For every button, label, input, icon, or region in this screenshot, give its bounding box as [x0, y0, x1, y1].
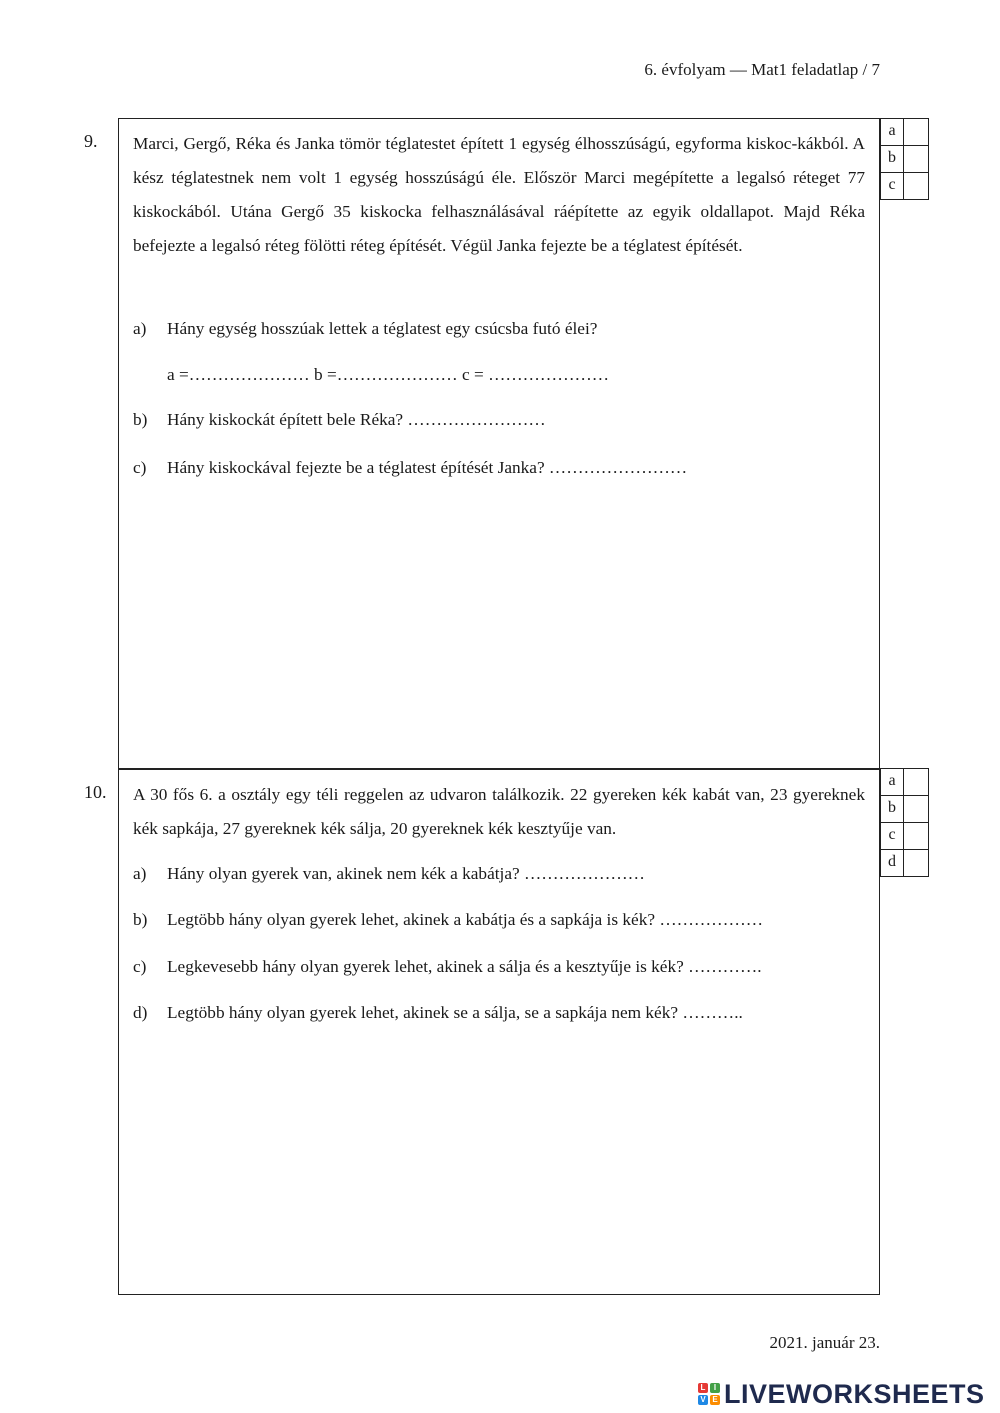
- question-letter: c): [133, 957, 147, 976]
- task-10-question-a: [133, 864, 645, 884]
- task-9-text: Marci, Gergő, Réka és Janka tömör téglatestet épített 1 egység élhosszúságú, egyforma kiskoc-kákból. A kész téglatestnek nem volt 1 egység hosszúságú éle. Először Marci megépítette a legalsó réteget 77 kiskockából. Utána Gergő 35 kiskocka felhasználásával ráépítette az egyik oldallapot. Majd Réka befejezte a legalsó réteg fölötti réteg építését. Végül Janka fejezte be a téglatest építését.: [133, 134, 865, 255]
- score-cell: [904, 173, 929, 200]
- score-label: a: [881, 769, 904, 796]
- score-cell: [904, 823, 929, 850]
- logo-mark-cell: V: [698, 1395, 708, 1405]
- question-letter: b): [133, 910, 148, 929]
- score-cell: [904, 796, 929, 823]
- score-cell: [904, 146, 929, 173]
- score-row: [881, 146, 929, 173]
- task-10-score-table: [880, 768, 929, 877]
- question-text[interactable]: Hány kiskockával fejezte be a téglatest építését Janka? ……………………: [167, 458, 688, 477]
- logo-mark-cell: I: [710, 1383, 720, 1393]
- task-9-question-c: [133, 458, 687, 478]
- logo-mark-icon: [698, 1383, 720, 1405]
- score-row: [881, 119, 929, 146]
- question-text: Hány egység hosszúak lettek a téglatest egy csúcsba futó élei?: [167, 319, 598, 338]
- question-text[interactable]: Legtöbb hány olyan gyerek lehet, akinek a kabátja és a sapkája is kék? ………………: [167, 910, 764, 929]
- liveworksheets-logo[interactable]: [698, 1377, 985, 1411]
- question-text[interactable]: Hány kiskockát épített bele Réka? ……………………: [167, 410, 546, 429]
- logo-mark-cell: E: [710, 1395, 720, 1405]
- question-letter: a): [133, 319, 147, 338]
- task-10-question-b: [133, 910, 763, 930]
- score-label: c: [881, 173, 904, 200]
- task-10-question-d: [133, 1003, 743, 1023]
- score-row: [881, 823, 929, 850]
- task-9-box: [118, 118, 880, 770]
- task-9-score-table: [880, 118, 929, 200]
- score-label: a: [881, 119, 904, 146]
- task-9-question-b: [133, 410, 546, 430]
- task-10-question-c: [133, 957, 762, 977]
- question-text[interactable]: Legkevesebb hány olyan gyerek lehet, akinek a sálja és a kesztyűje is kék? ………….: [167, 957, 762, 976]
- page-header: 6. évfolyam — Mat1 feladatlap / 7: [644, 60, 880, 79]
- logo-mark-cell: L: [698, 1383, 708, 1393]
- logo-text: LIVEWORKSHEETS: [724, 1378, 985, 1409]
- question-letter: a): [133, 864, 147, 883]
- score-label: c: [881, 823, 904, 850]
- question-letter: b): [133, 410, 148, 429]
- score-row: [881, 850, 929, 877]
- question-text[interactable]: Legtöbb hány olyan gyerek lehet, akinek se a sálja, se a sapkája nem kék? ………..: [167, 1003, 743, 1022]
- footer-date: 2021. január 23.: [769, 1333, 880, 1352]
- task-10-text: A 30 fős 6. a osztály egy téli reggelen az udvaron találkozik. 22 gyereken kék kabát van, 23 gyereknek kék sapkája, 27 gyereknek kék sálja, 20 gyereknek kék kesztyűje van.: [133, 785, 865, 838]
- question-letter: d): [133, 1003, 148, 1022]
- score-label: d: [881, 850, 904, 877]
- task-10-box: [118, 768, 880, 1295]
- task-9-question-a: [133, 319, 597, 339]
- score-row: [881, 769, 929, 796]
- task-9-number: 9.: [84, 131, 98, 151]
- score-row: [881, 173, 929, 200]
- score-cell: [904, 769, 929, 796]
- task-9-answer-line[interactable]: a =………………… b =………………… c = …………………: [167, 365, 610, 384]
- score-cell: [904, 119, 929, 146]
- score-row: [881, 796, 929, 823]
- question-text[interactable]: Hány olyan gyerek van, akinek nem kék a kabátja? …………………: [167, 864, 645, 883]
- task-10-number: 10.: [84, 782, 107, 802]
- score-label: b: [881, 796, 904, 823]
- score-label: b: [881, 146, 904, 173]
- question-letter: c): [133, 458, 147, 477]
- score-cell: [904, 850, 929, 877]
